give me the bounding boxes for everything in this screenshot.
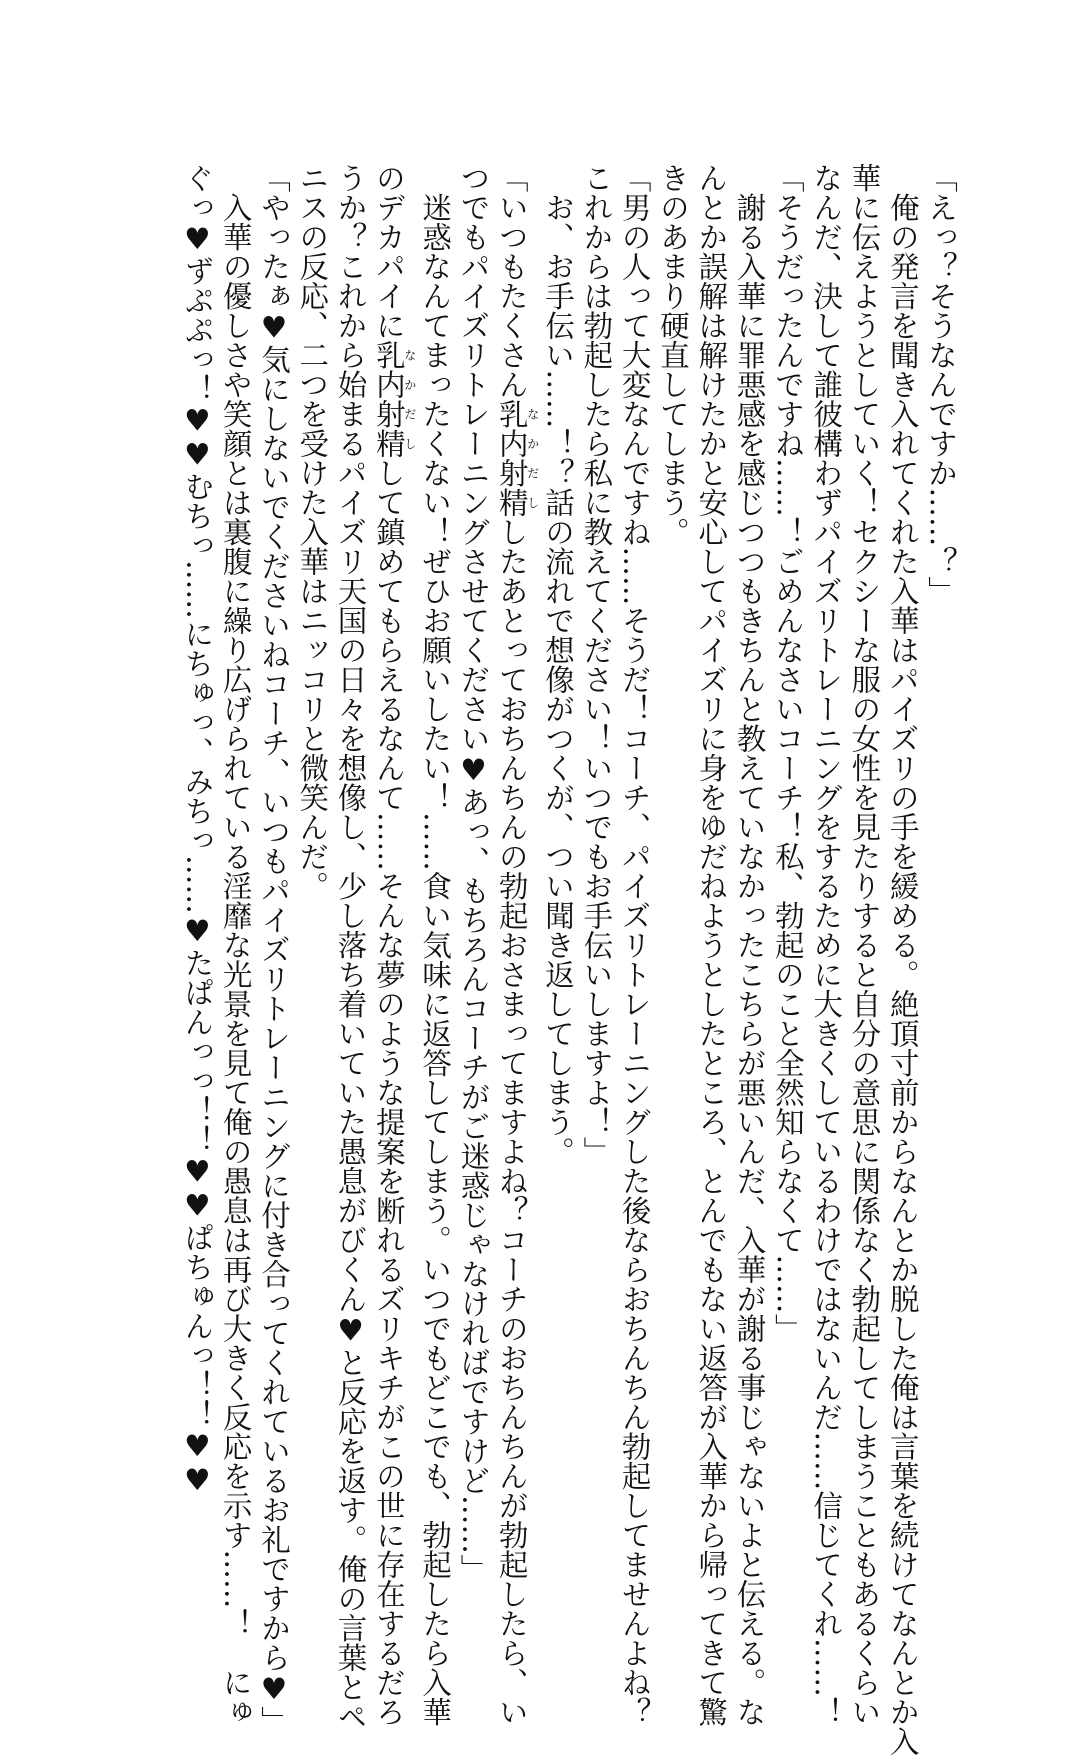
ruby-reading: なかだし: [402, 340, 417, 458]
text-line: 迷惑なんてまったくない！ぜひお願いしたい！……食い気味に返答してしまう。いつでもどこでも、勃起したら入華: [418, 163, 453, 1727]
ruby-base: 乳内射精: [371, 340, 406, 458]
text-line: つでもパイズリトレーニングさせてください♥あっ、もちろんコーチがご迷惑じゃなければですけど……」: [456, 163, 491, 1584]
text-segment: 「いつもたくさん: [494, 163, 529, 399]
text-line: 入華の優しさや笑顔とは裏腹に繰り広げられている淫靡な光景を見て俺の愚息は再び大きく反応を示す……！ にゅ: [218, 163, 253, 1727]
text-line: 「えっ？そうなんですか……？」: [924, 163, 958, 606]
text-line: ニスの反応、二つを受けた入華はニッコリと微笑んだ。: [295, 163, 330, 901]
text-line: んとか誤解は解けたかと安心してパイズリに身をゆだねようとしたところ、とんでもない返答が入華から帰ってきて驚: [694, 163, 729, 1727]
text-line-with-ruby: [492, 163, 540, 1727]
text-line: きのあまり硬直してしまう。: [655, 163, 690, 547]
vertical-text-page: [178, 163, 960, 1756]
text-line: うか？これから始まるパイズリ天国の日々を想像し、少し落ち着いていた愚息がびくん♥と反応を返す。俺の言葉とペ: [333, 163, 368, 1731]
text-segment: したあとっておちんちんの勃起おさまってますよね？コーチのおちんちんが勃起したら、い: [494, 517, 529, 1727]
text-line: 謝る入華に罪悪感を感じつつもきちんと教えていなかったこちらが悪いんだ、入華が謝る事じゃないよと伝える。な: [732, 163, 767, 1727]
ruby-word: [371, 340, 417, 458]
text-segment: して鎮めてもらえるなんて……そんな夢のような提案を断れるズリキチがこの世に存在するだろ: [371, 458, 406, 1727]
text-line: 「男の人って大変なんですね……そうだ！コーチ、パイズリトレーニングした後ならおちんちん勃起してませんよね？: [617, 163, 652, 1727]
ruby-reading: なかだし: [525, 399, 540, 517]
ruby-word: [494, 399, 540, 517]
text-segment: のデカパイに: [371, 163, 406, 340]
text-line: 「やったぁ♥気にしないでくださいねコーチ、いつもパイズリトレーニングに付き合ってくれているお礼ですから♥」: [256, 163, 291, 1736]
text-line: これからは勃起したら私に教えてください！いつでもお手伝いしますよ！」: [579, 163, 614, 1166]
text-line: ぐっ♥ずぷぷっ！♥♥むちっ……にちゅっ、みちっ……♥たぱんっっ！！♥♥ぱちゅんっ！！♥♥: [180, 163, 215, 1497]
text-line: 俺の発言を聞き入れてくれた入華はパイズリの手を緩める。絶頂寸前からなんとか脱した俺は言葉を続けてなんとか入: [885, 163, 920, 1756]
text-line: 「そうだったんですね……！ごめんなさいコーチ！私、勃起のこと全然知らなくて……」: [770, 163, 805, 1343]
text-line: なんだ、決して誰彼構わずパイズリトレーニングをするために大きくしているわけではないんだ……信じてくれ……！: [809, 163, 844, 1727]
text-line-with-ruby: [370, 163, 417, 1727]
text-line: お、お手伝い……！？話の流れで想像がつくが、つい聞き返してしまう。: [541, 163, 576, 1166]
text-line: 華に伝えようとしていく！セクシーな服の女性を見たりすると自分の意思に関係なく勃起してしまうこともあるくらい: [847, 163, 882, 1727]
ruby-base: 乳内射精: [494, 399, 529, 517]
